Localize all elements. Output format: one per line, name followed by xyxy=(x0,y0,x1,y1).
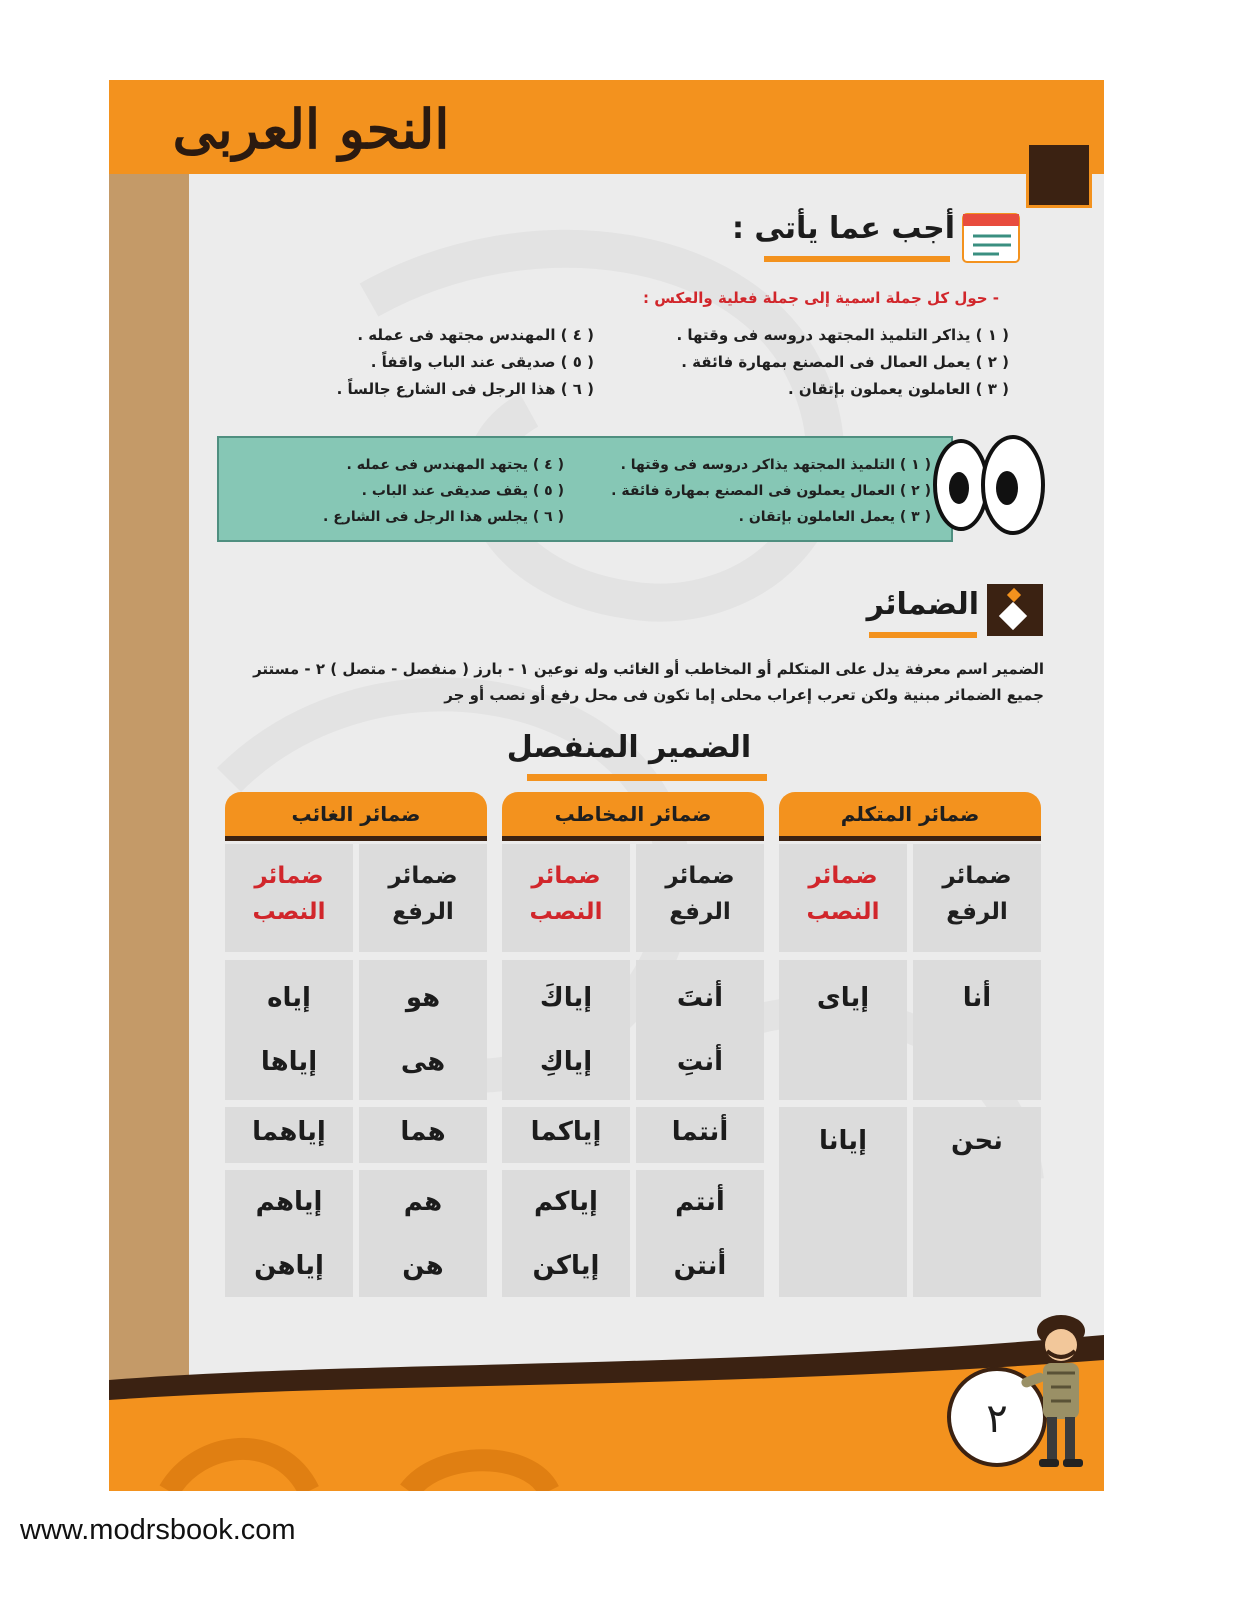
book-page xyxy=(109,80,1104,1491)
nasb-header: ضمائر النصب xyxy=(779,844,907,952)
group-header-absent: ضمائر الغائب xyxy=(225,792,487,841)
pronouns-title: الضمائر xyxy=(866,587,979,622)
question-item: ( ٣ ) العاملون يعملون بإتقان . xyxy=(787,380,1009,398)
pronoun: هى xyxy=(400,1047,446,1077)
table-title: الضمير المنفصل xyxy=(506,730,752,765)
answer-item: ( ٥ ) يقف صديقى عند الباب . xyxy=(361,483,564,499)
nasb-header: ضمائر النصب xyxy=(225,844,353,952)
nasb-cell xyxy=(225,1107,353,1163)
raf-header: ضمائر الرفع xyxy=(636,844,764,952)
question-list-left xyxy=(309,322,594,403)
pronoun: إياهن xyxy=(254,1251,324,1281)
pronoun: إياكما xyxy=(530,1117,602,1147)
site-url: www.modrsbook.com xyxy=(20,1514,296,1546)
nasb-cell xyxy=(502,960,630,1100)
raf-cell xyxy=(636,1107,764,1163)
pronoun: إياه xyxy=(267,983,311,1013)
calendar-icon xyxy=(959,208,1025,266)
exercise-title: أجب عما يأتى : xyxy=(731,211,955,246)
exercise-instruction: - حول كل جملة اسمية إلى جملة فعلية والعكس : xyxy=(643,289,999,307)
raf-cell xyxy=(359,960,487,1100)
nasb-cell xyxy=(225,1170,353,1297)
pronoun: أنتما xyxy=(671,1117,729,1147)
definition-line: جميع الضمائر مبنية ولكن تعرب إعراب محلى إما تكون فى محل رفع أو نصب أو جر xyxy=(444,686,1044,704)
question-list-right xyxy=(619,322,1009,403)
teacher-illustration xyxy=(1021,1305,1101,1475)
pronoun: إياهما xyxy=(252,1117,326,1147)
table-title-underline xyxy=(527,774,767,781)
nasb-cell xyxy=(779,1107,907,1297)
definition-line: الضمير اسم معرفة يدل على المتكلم أو المخاطب أو الغائب وله نوعين ١ - بارز ( منفصل - متصل ) ٢ - مستتر xyxy=(253,660,1044,678)
nasb-cell xyxy=(225,960,353,1100)
pronoun: إياى xyxy=(816,983,870,1013)
side-strip xyxy=(109,174,189,1424)
group-header-addressee: ضمائر المخاطب xyxy=(502,792,764,841)
answer-item: ( ٢ ) العمال يعملون فى المصنع بمهارة فائقة . xyxy=(611,483,931,499)
pronoun: هو xyxy=(405,983,441,1013)
answer-item: ( ٤ ) يجتهد المهندس فى عمله . xyxy=(346,457,564,473)
raf-cell xyxy=(636,1170,764,1297)
pronoun: نحن xyxy=(951,1126,1003,1156)
pronoun: أنتَ xyxy=(676,983,724,1013)
section-icon xyxy=(987,584,1043,636)
group-header-speaker: ضمائر المتكلم xyxy=(779,792,1041,841)
raf-cell xyxy=(913,960,1041,1100)
pronoun: هن xyxy=(402,1251,444,1281)
corner-square xyxy=(1026,142,1092,208)
nasb-header: ضمائر النصب xyxy=(502,844,630,952)
question-item: ( ٦ ) هذا الرجل فى الشارع جالساً . xyxy=(336,380,594,398)
pronoun: إياكن xyxy=(532,1251,600,1281)
nasb-cell xyxy=(779,960,907,1100)
question-item: ( ١ ) يذاكر التلميذ المجتهد دروسه فى وقتها . xyxy=(676,326,1009,344)
answer-list-left xyxy=(289,452,564,530)
pronoun: أنتم xyxy=(675,1187,725,1217)
pronoun: إيانا xyxy=(819,1126,867,1156)
page-number: ٢ xyxy=(947,1367,1047,1467)
pronoun: أنا xyxy=(962,983,992,1013)
pronoun: إياها xyxy=(260,1047,318,1077)
pronoun: إياهم xyxy=(255,1187,323,1217)
book-logo: النحو العربى xyxy=(172,97,450,161)
raf-cell xyxy=(359,1107,487,1163)
raf-header: ضمائر الرفع xyxy=(359,844,487,952)
answer-list-right xyxy=(579,452,931,530)
nasb-cell xyxy=(502,1107,630,1163)
pronoun: أنتن xyxy=(673,1251,727,1281)
answer-item: ( ٦ ) يجلس هذا الرجل فى الشارع . xyxy=(323,509,564,525)
raf-header: ضمائر الرفع xyxy=(913,844,1041,952)
pronoun: هما xyxy=(400,1117,446,1147)
eyes-icon xyxy=(931,430,1049,540)
raf-cell xyxy=(913,1107,1041,1297)
title-underline xyxy=(764,256,950,262)
raf-cell xyxy=(359,1170,487,1297)
raf-cell xyxy=(636,960,764,1100)
pronoun: إياكِ xyxy=(539,1047,593,1077)
pronouns-definition xyxy=(219,656,1044,708)
answer-item: ( ٣ ) يعمل العاملون بإتقان . xyxy=(738,509,931,525)
question-item: ( ٥ ) صديقى عند الباب واقفاً . xyxy=(370,353,594,371)
pronoun: هم xyxy=(403,1187,443,1217)
pronoun: إياكَ xyxy=(539,983,593,1013)
pronoun: إياكم xyxy=(534,1187,598,1217)
nasb-cell xyxy=(502,1170,630,1297)
question-item: ( ٤ ) المهندس مجتهد فى عمله . xyxy=(357,326,594,344)
answer-item: ( ١ ) التلميذ المجتهد يذاكر دروسه فى وقتها . xyxy=(620,457,931,473)
pronoun: أنتِ xyxy=(676,1047,724,1077)
pronouns-underline xyxy=(869,632,977,638)
question-item: ( ٢ ) يعمل العمال فى المصنع بمهارة فائقة . xyxy=(681,353,1009,371)
